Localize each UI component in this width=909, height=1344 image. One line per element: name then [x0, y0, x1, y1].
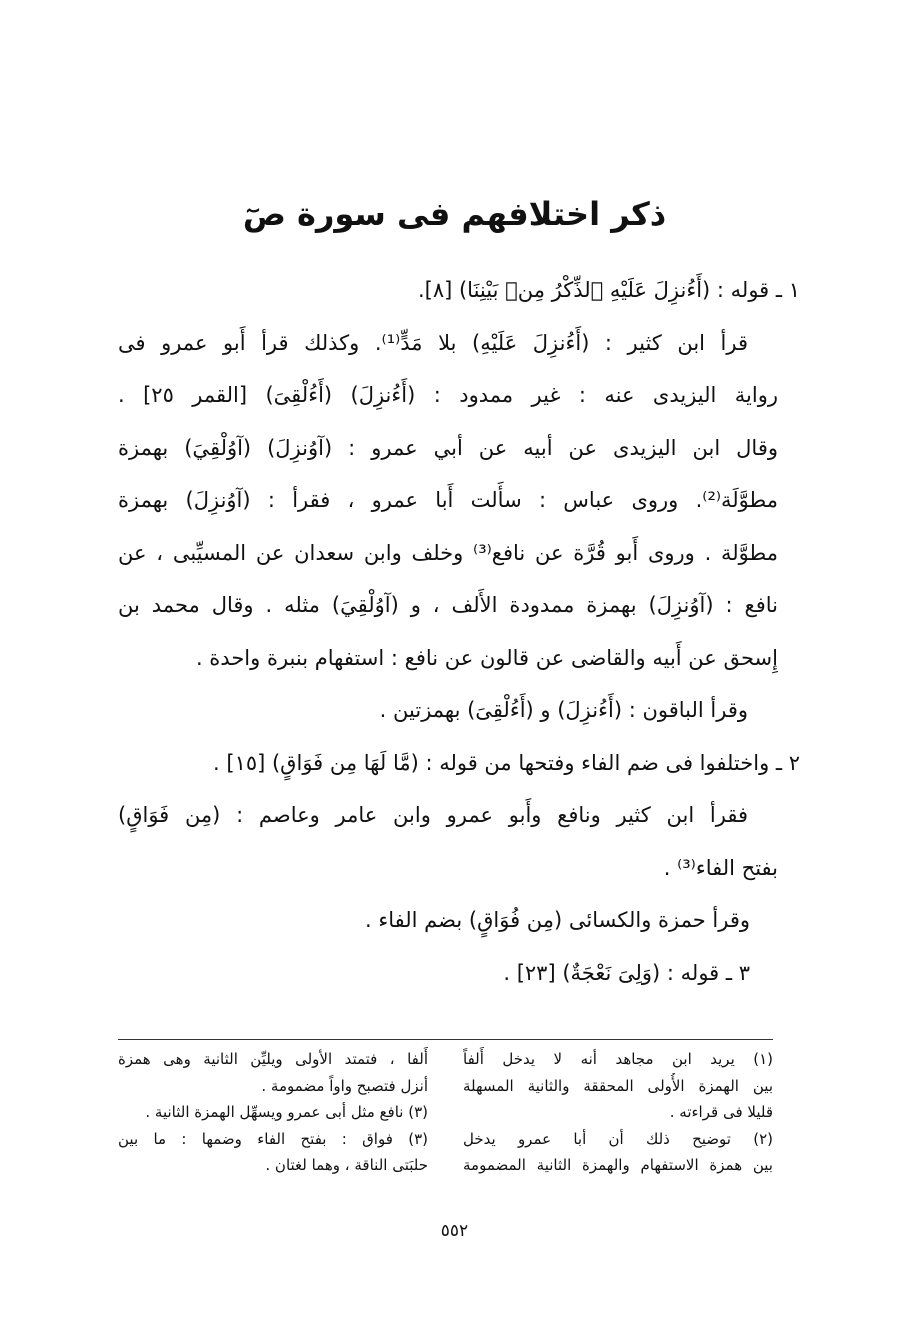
footnote-line: (٣) نافع مثل أبى عمرو ويسهِّل الهمزة الثانية . [145, 1103, 428, 1121]
footnote-line: أنزل فتصبح واواً مضمومة . [261, 1076, 428, 1095]
text-line: مطوَّلَة⁽²⁾. وروى عباس : سأَلت أَبا عمرو ، فقرأ : (آوُنزِلَ) بهمزة [118, 488, 778, 512]
text-line: بفتح الفاء⁽³⁾ . [663, 855, 778, 880]
text-line: مطوَّلة . وروى أَبو قُرَّة عن نافع⁽³⁾ وخلف وابن سعدان عن المسيِّبى ، عن [118, 540, 778, 565]
footnote-line: بين الهمزة الأُولى المحققة والثانية المسهلة [463, 1076, 773, 1095]
footnote-line: (١) يريد ابن مجاهد أنه لا يدخل أَلفاً [463, 1050, 773, 1068]
chapter-title: ذكر اختلافهم فى سورة صٓ [242, 195, 667, 233]
text-line: ١ ـ قوله : (أَءُنزِلَ عَلَيْهِ ٱلذِّكْرُ مِنۢ بَيْنِنَا) [٨]. [417, 278, 800, 302]
footnote-line: أَلفا ، فتمتد الأولى ويليِّن الثانية وهى همزة [118, 1050, 428, 1068]
footnotes-right-column [463, 1046, 773, 1179]
text-line: وقال ابن اليزيدى عن أبيه عن أبي عمرو : (آوُنزِلَ) (آوُلْقِيَ) بهمزة [118, 435, 778, 460]
text-line: ٣ ـ قوله : (وَلِىَ نَعْجَةٌ) [٢٣] . [503, 960, 750, 985]
text-line: ٢ ـ واختلفوا فى ضم الفاء وفتحها من قوله : (مَّا لَهَا مِن فَوَاقٍ) [١٥] . [213, 750, 800, 775]
text-line: قرأ ابن كثير : (أَءُنزِلَ عَلَيْهِ) بلا مَدٍّ⁽¹⁾. وكذلك قرأ أَبو عمرو فى [118, 330, 748, 355]
text-line: وقرأ حمزة والكسائى (مِن فُوَاقٍ) بضم الفاء . [365, 908, 750, 932]
footnote-line: حلبَتى الناقة ، وهما لغتان . [265, 1156, 428, 1174]
footnote-line: (٣) فواق : بفتح الفاء وضمها : ما بين [118, 1129, 428, 1148]
main-text [118, 264, 800, 999]
text-line: إِسحق عن أَبيه والقاضى عن قالون عن نافع : استفهام بنبرة واحدة . [195, 645, 778, 670]
footnote-separator [118, 1039, 773, 1040]
text-line: وقرأ الباقون : (أَءُنزِلَ) و (أَءُلْقِىَ) بهمزتين . [379, 698, 748, 722]
text-line: نافع : (آوُنزِلَ) بهمزة ممدودة الأَلف ، و (آوُلْقِيَ) مثله . وقال محمد بن [118, 593, 778, 617]
footnote-line: (٢) توضيح ذلك أن أبا عمرو يدخل [463, 1129, 773, 1148]
footnote-line: قليلا فى قراءته . [669, 1103, 773, 1121]
text-line: فقرأ ابن كثير ونافع وأَبو عمرو وابن عامر وعاصم : (مِن فَوَاقٍ) [118, 803, 748, 827]
page-number: ٥٥٢ [440, 1221, 469, 1241]
text-line: رواية اليزيدى عنه : غير ممدود : (أَءُنزِلَ) (أَءُلْقِىَ) [القمر ٢٥] . [118, 383, 778, 407]
footnotes-left-column [118, 1046, 428, 1179]
footnotes [118, 1046, 773, 1179]
footnote-line: بين همزة الاستفهام والهمزة الثانية المضمومة [463, 1156, 773, 1174]
